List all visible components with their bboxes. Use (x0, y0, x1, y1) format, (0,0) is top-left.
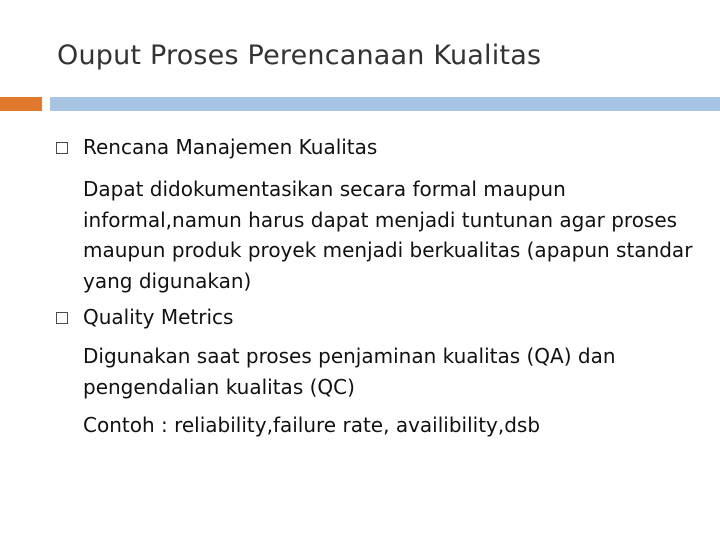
title-accent-bar (0, 97, 42, 111)
item-paragraph: Digunakan saat proses penjaminan kualitas (QA) dan pengendalian kualitas (QC) (83, 344, 616, 399)
hollow-square-bullet-icon (56, 312, 68, 324)
item-heading: Quality Metrics (83, 305, 234, 329)
hollow-square-bullet-icon (56, 142, 68, 154)
item-paragraph: Dapat didokumentasikan secara formal maupun informal,namun harus dapat menjadi tuntunan agar proses maupun produk proyek menjadi berkualitas (apapun standar yang digunakan) (83, 177, 693, 293)
item-heading: Rencana Manajemen Kualitas (83, 135, 378, 159)
title-rule-bar (50, 97, 720, 111)
item-paragraph: Contoh : reliability,failure rate, availibility,dsb (83, 413, 541, 437)
slide-title: Ouput Proses Perencanaan Kualitas (57, 40, 542, 71)
